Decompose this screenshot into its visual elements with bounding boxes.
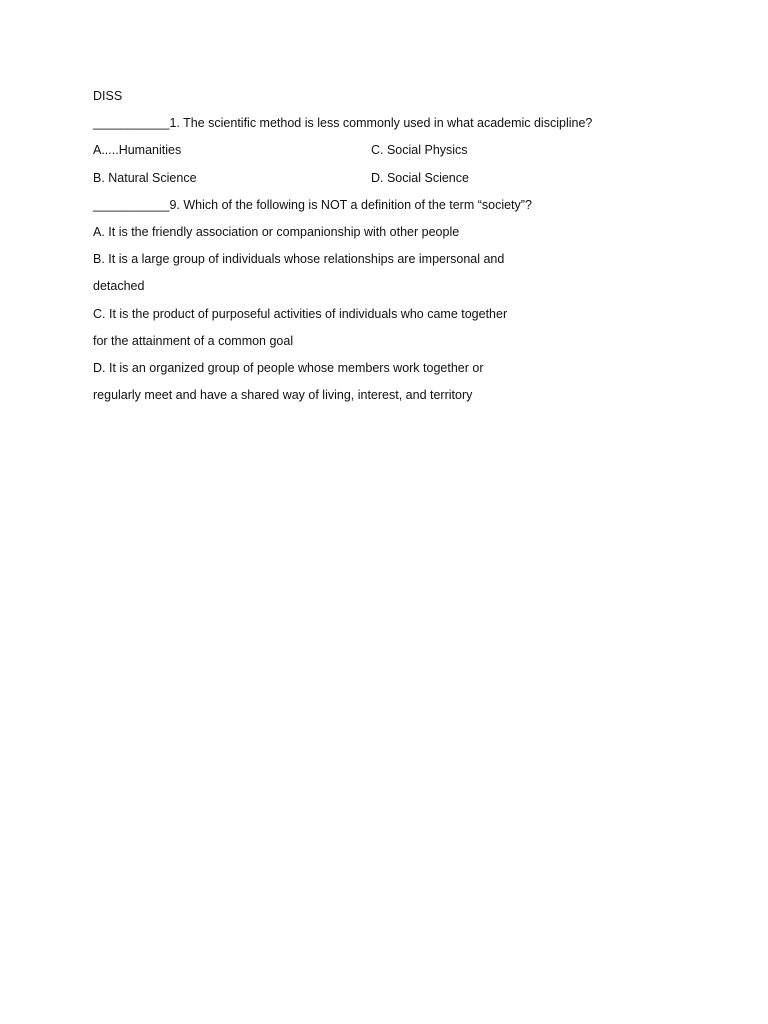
question-1-option-c: C. Social Physics — [371, 143, 468, 158]
document-content — [93, 86, 693, 412]
question-1-option-b: B. Natural Science — [93, 170, 197, 185]
question-9-option-b-line-1: B. It is a large group of individuals whose relationships are impersonal and — [93, 252, 505, 267]
question-9-option-c-line-2: for the attainment of a common goal — [93, 333, 294, 348]
question-9-option-b-line-2: detached — [93, 279, 145, 294]
question-9-prompt: ___________9. Which of the following is NOT a definition of the term “society”? — [93, 197, 532, 212]
question-9-option-a: A. It is the friendly association or companionship with other people — [93, 224, 460, 239]
question-9-option-d-line-2: regularly meet and have a shared way of living, interest, and territory — [93, 388, 473, 403]
question-9-option-c-line-1: C. It is the product of purposeful activities of individuals who came together — [93, 306, 508, 321]
document-title: DISS — [93, 89, 123, 103]
question-1-option-d: D. Social Science — [371, 170, 469, 185]
question-1-prompt: ___________1. The scientific method is less commonly used in what academic discipline? — [93, 116, 593, 131]
question-1-option-a: A.....Humanities — [93, 143, 182, 158]
question-9-option-d-line-1: D. It is an organized group of people whose members work together or — [93, 360, 484, 375]
question-1-options-row-2 — [93, 168, 693, 195]
question-1-options-row-1 — [93, 140, 693, 167]
